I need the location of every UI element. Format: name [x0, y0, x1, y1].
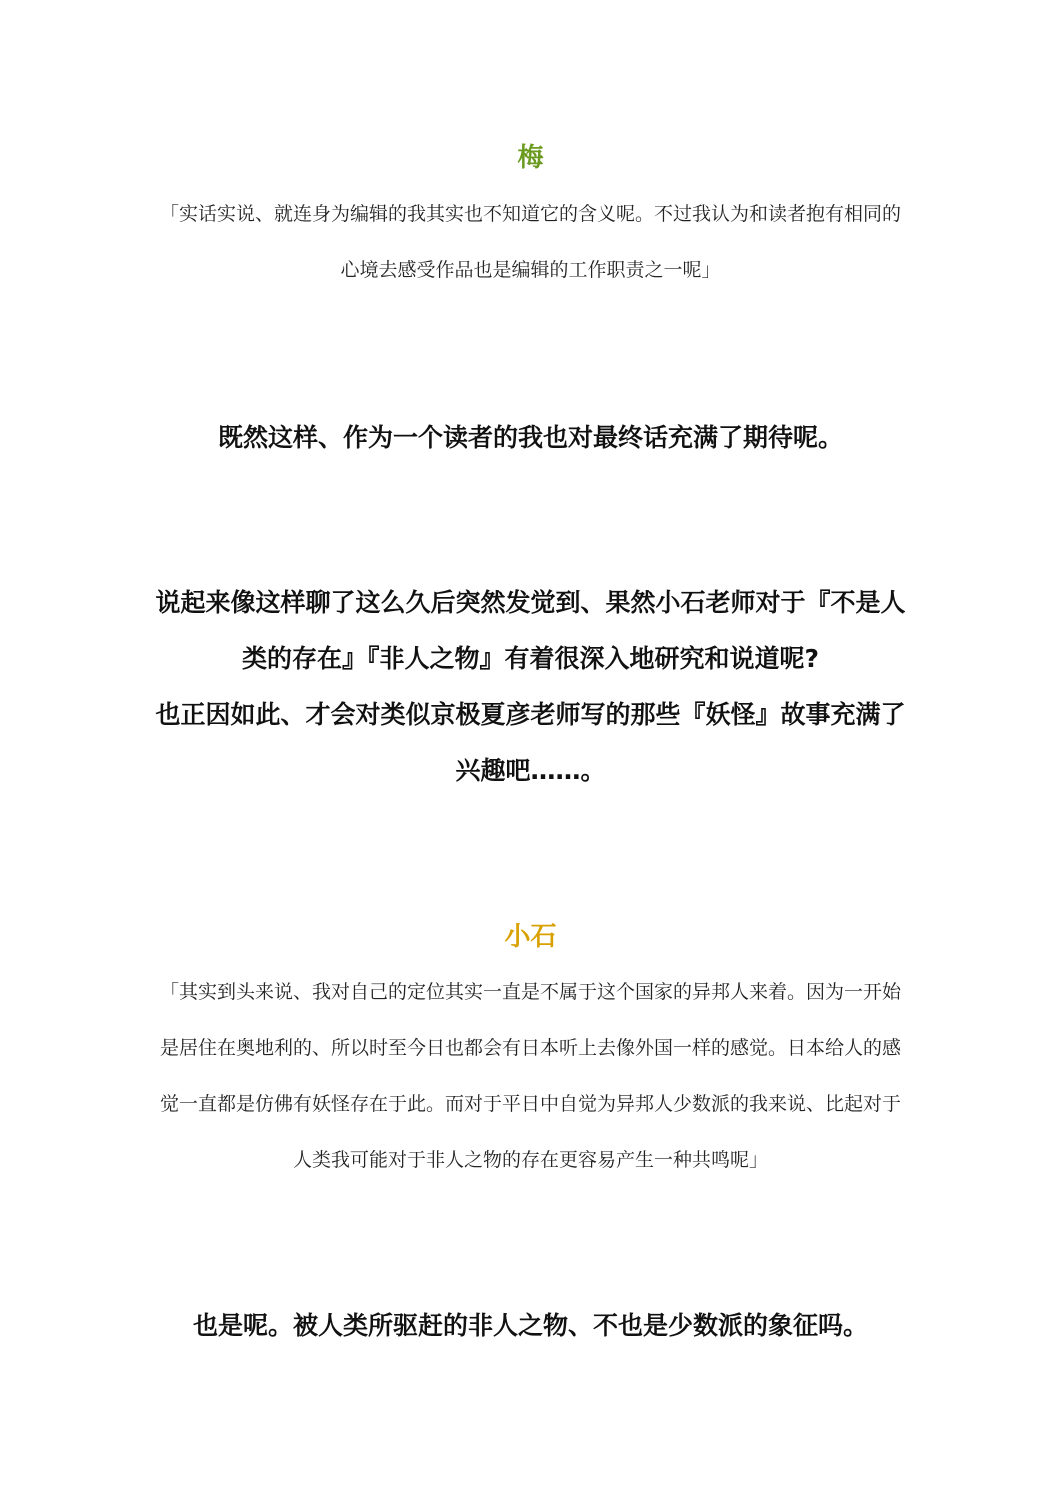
interviewer-question-2 [150, 575, 911, 799]
interviewer-question-3: 也是呢。被人类所驱赶的非人之物、不也是少数派的象征吗。 [192, 1311, 868, 1340]
question-2-line-2: 也正因如此、才会对类似京极夏彦老师写的那些『妖怪』故事充满了兴趣吧……。 [155, 700, 906, 785]
koishi-quote: 「其实到头来说、我对自己的定位其实一直是不属于这个国家的异邦人来着。因为一开始是居住在奥地利的、所以时至今日也都会有日本听上去像外国一样的感觉。日本给人的感觉一直都是仿佛有妖怪存在于此。而对于平日中自觉为异邦人少数派的我来说、比起对于人类我可能对于非人之物的存在更容易产生一种共鸣呢」 [160, 981, 902, 1171]
speaker-name-koishi: 小石 [504, 922, 557, 952]
ume-quote: 「实话实说、就连身为编辑的我其实也不知道它的含义呢。不过我认为和读者抱有相同的心境去感受作品也是编辑的工作职责之一呢」 [160, 203, 902, 281]
speaker-name-ume: 梅 [517, 143, 544, 173]
interviewer-question-1: 既然这样、作为一个读者的我也对最终话充满了期待呢。 [217, 423, 843, 452]
question-2-line-1: 说起来像这样聊了这么久后突然发觉到、果然小石老师对于『不是人类的存在』『非人之物』有着很深入地研究和说道呢? [155, 588, 906, 673]
